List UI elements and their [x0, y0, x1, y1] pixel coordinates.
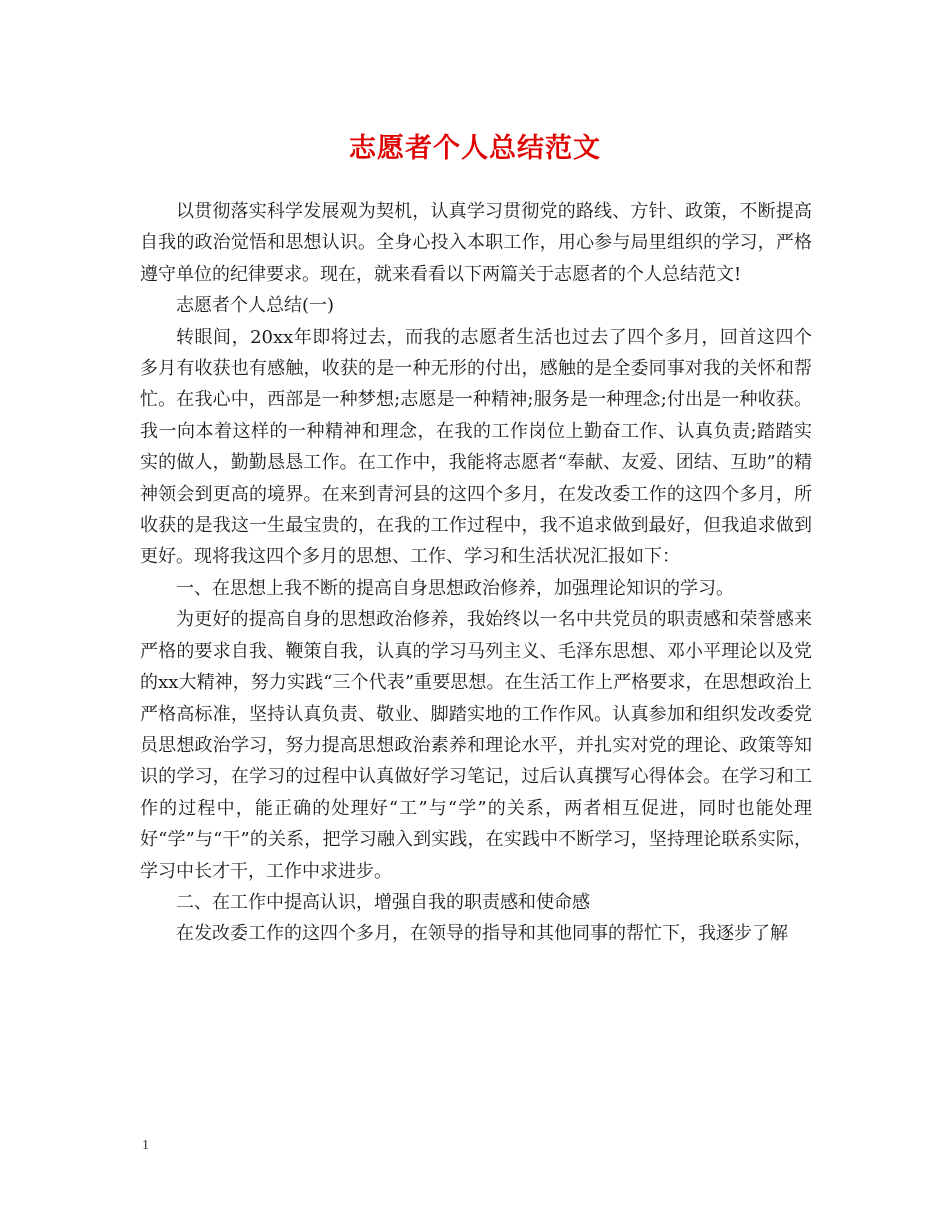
body-paragraph: 为更好的提高自身的思想政治修养，我始终以一名中共党员的职责感和荣誉感来严格的要求自我、鞭策自我，认真的学习马列主义、毛泽东思想、邓小平理论以及党的xx大精神，努力实践“三个代表”重要思想。在生活工作上严格要求，在思想政治上严格高标准，坚持认真负责、敬业、脚踏实地的工作作风。认真参加和组织发改委党员思想政治学习，努力提高思想政治素养和理论水平，并扎实对党的理论、政策等知识的学习，在学习的过程中认真做好学习笔记，过后认真撰写心得体会。在学习和工作的过程中，能正确的处理好“工”与“学”的关系，两者相互促进，同时也能处理好“学”与“干”的关系，把学习融入到实践，在实践中不断学习，坚持理论联系实际，学习中长才干，工作中求进步。 [140, 609, 812, 882]
body-paragraph: 在发改委工作的这四个多月，在领导的指导和其他同事的帮忙下，我逐步了解 [176, 923, 788, 945]
document-body [140, 196, 812, 950]
body-paragraph: 转眼间，20xx年即将过去，而我的志愿者生活也过去了四个多月，回首这四个多月有收获也有感触，收获的是一种无形的付出，感触的是全委同事对我的关怀和帮忙。在我心中，西部是一种梦想;志愿是一种精神;服务是一种理念;付出是一种收获。我一向本着这样的一种精神和理念，在我的工作岗位上勤奋工作、认真负责;踏踏实实的做人，勤勤恳恳工作。在工作中，我能将志愿者“奉献、友爱、团结、互助”的精神领会到更高的境界。在来到青河县的这四个多月，在发改委工作的这四个多月，所收获的是我这一生最宝贵的，在我的工作过程中，我不追求做到最好，但我追求做到更好。现将我这四个多月的思想、工作、学习和生活状况汇报如下： [140, 326, 812, 568]
subheading: 二、在工作中提高认识，增强自我的职责感和使命感 [176, 891, 590, 913]
subheading: 一、在思想上我不断的提高自身思想政治修养，加强理论知识的学习。 [176, 577, 734, 599]
intro-paragraph: 以贯彻落实科学发展观为契机，认真学习贯彻党的路线、方针、政策，不断提高自我的政治觉悟和思想认识。全身心投入本职工作，用心参与局里组织的学习，严格遵守单位的纪律要求。现在，就来看看以下两篇关于志愿者的个人总结范文! [140, 201, 812, 285]
document-title: 志愿者个人总结范文 [349, 133, 601, 164]
page-number: 1 [142, 1138, 149, 1153]
section-heading: 志愿者个人总结(一) [176, 295, 335, 317]
